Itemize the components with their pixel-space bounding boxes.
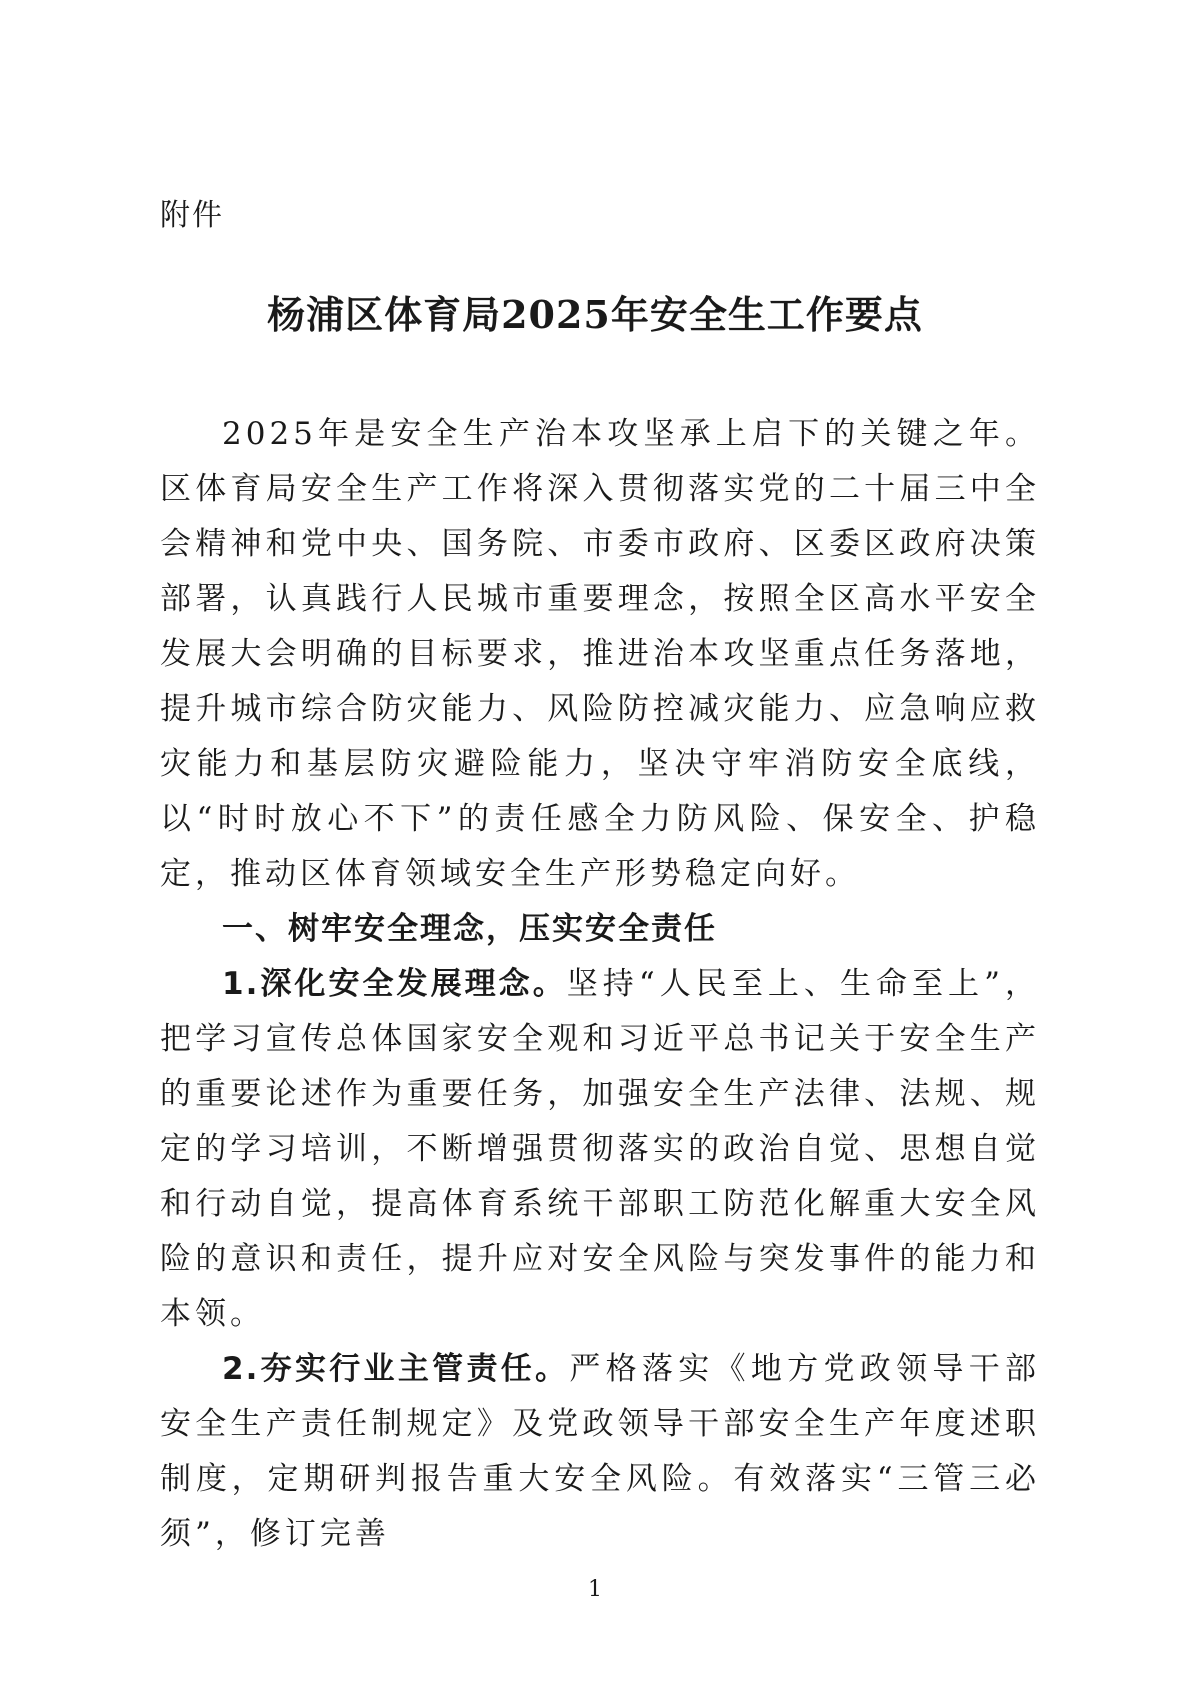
item-lead-1: 1.深化安全发展理念。	[222, 966, 567, 1002]
intro-paragraph: 2025年是安全生产治本攻坚承上启下的关键之年。区体育局安全生产工作将深入贯彻落实党的二十届三中全会精神和党中央、国务院、市委市政府、区委区政府决策部署，认真践行人民城市重要理念，按照全区高水平安全发展大会明确的目标要求，推进治本攻坚重点任务落地，提升城市综合防灾能力、风险防控减灾能力、应急响应救灾能力和基层防灾避险能力，坚决守牢消防安全底线，以“时时放心不下”的责任感全力防风险、保安全、护稳定，推动区体育领域安全生产形势稳定向好。	[160, 416, 1040, 892]
page-number: 1	[588, 1577, 602, 1602]
section-heading: 一、树牢安全理念，压实安全责任	[222, 911, 717, 947]
item-lead-2: 2.夯实行业主管责任。	[222, 1351, 570, 1387]
item-text-1: 坚持“人民至上、生命至上”，把学习宣传总体国家安全观和习近平总书记关于安全生产的重要论述作为重要任务，加强安全生产法律、法规、规定的学习培训，不断增强贯彻落实的政治自觉、思想自觉和行动自觉，提高体育系统干部职工防范化解重大安全风险的意识和责任，提升应对安全风险与突发事件的能力和本领。	[160, 966, 1040, 1332]
item-paragraph-2	[160, 1342, 1040, 1562]
attachment-label: 附件	[160, 198, 224, 233]
document-body	[160, 407, 1040, 1562]
item-paragraph-1	[160, 957, 1040, 1342]
document-title: 杨浦区体育局2025年安全生工作要点	[267, 292, 923, 337]
item-text-2: 严格落实《地方党政领导干部安全生产责任制规定》及党政领导干部安全生产年度述职制度，定期研判报告重大安全风险。有效落实“三管三必须”，修订完善	[160, 1351, 1040, 1552]
